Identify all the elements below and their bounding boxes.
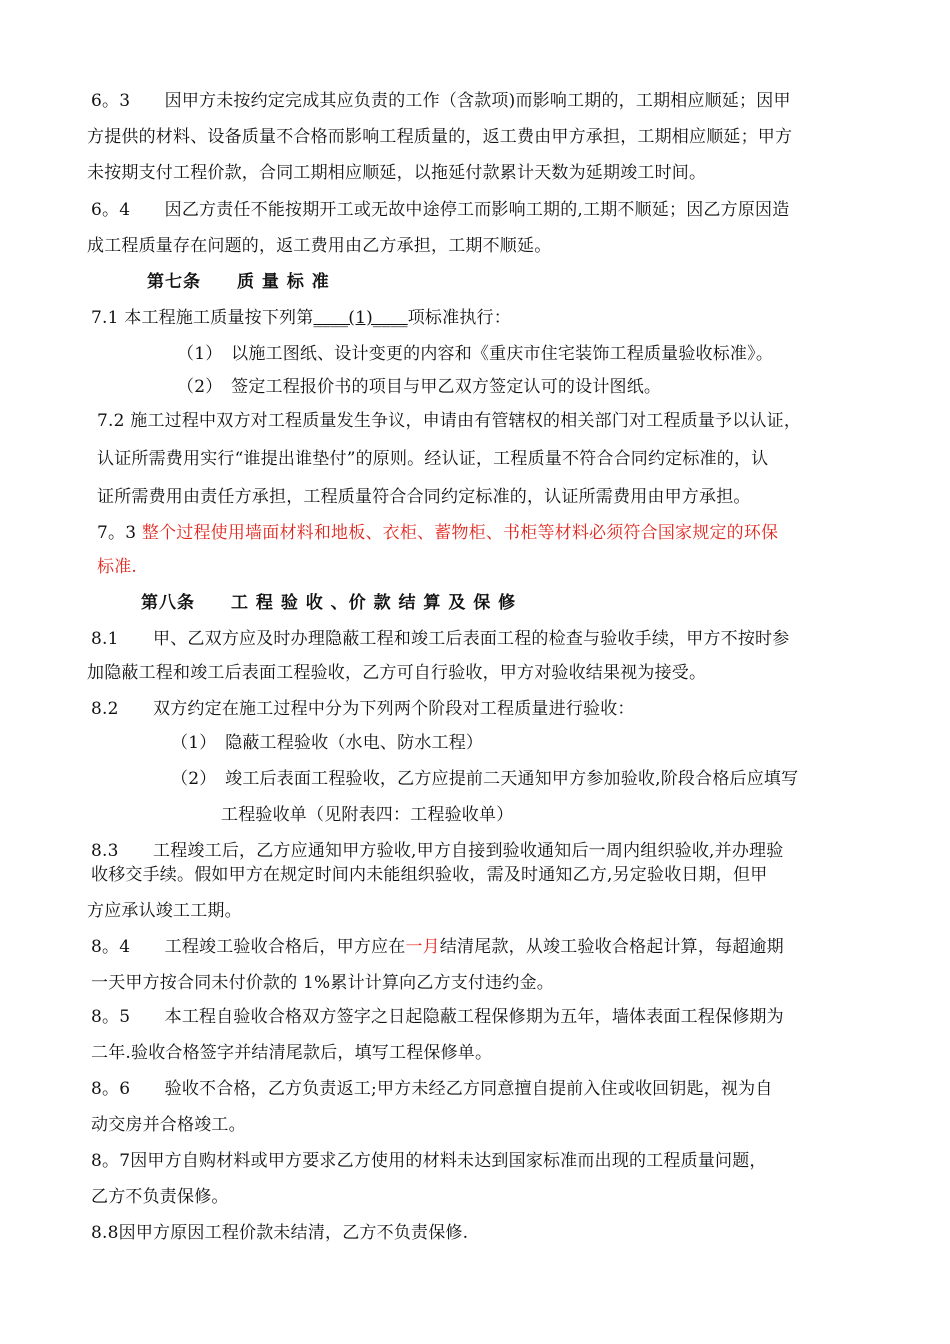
clause-8-2-option-1: （1） 隐蔽工程验收（水电、防水工程） (171, 733, 484, 753)
clause-8-3-line-3: 方应承认竣工工期。 (87, 901, 242, 921)
article-7-heading: 第七条 质 量 标 准 (147, 272, 330, 292)
clause-6-3-line-3: 未按期支付工程价款，合同工期相应顺延，以拖延付款累计天数为延期竣工时间。 (87, 163, 707, 183)
clause-8-4-line-2: 一天甲方按合同未付价款的 1%累计计算向乙方支付违约金。 (91, 973, 554, 993)
clause-6-3-line-1: 6。3 因甲方未按约定完成其应负责的工作（含款项)而影响工期的，工期相应顺延；因甲 (91, 91, 791, 111)
clause-7-1-blank: ____(1)____ (313, 308, 408, 328)
clause-8-7-line-2: 乙方不负责保修。 (91, 1187, 229, 1207)
clause-7-2-line-3: 证所需费用由责任方承担，工程质量符合合同约定标准的，认证所需费用由甲方承担。 (97, 487, 751, 507)
clause-7-3-line-2: 标准. (97, 557, 138, 577)
clause-7-1-suffix: 项标准执行： (407, 308, 511, 328)
clause-8-4-line-1 (91, 935, 784, 959)
clause-8-8-line-1: 8.8因甲方原因工程价款未结清，乙方不负责保修. (91, 1223, 469, 1243)
clause-7-1-prefix: 7.1 本工程施工质量按下列第 (91, 308, 314, 328)
clause-8-7-line-1: 8。7因甲方自购材料或甲方要求乙方使用的材料未达到国家标准而出现的工程质量问题， (91, 1151, 767, 1171)
clause-7-1-option-1: （1） 以施工图纸、设计变更的内容和《重庆市住宅装饰工程质量验收标准》。 (177, 344, 774, 364)
clause-8-3-line-1: 8.3 工程竣工后，乙方应通知甲方验收,甲方自接到验收通知后一周内组织验收,并办理验 (91, 841, 784, 861)
article-8-heading: 第八条 工 程 验 收 、价 款 结 算 及 保 修 (141, 593, 517, 613)
clause-7-1-line (91, 306, 511, 330)
clause-7-2-line-2: 认证所需费用实行“谁提出谁垫付”的原则。经认证，工程质量不符合合同约定标准的，认 (97, 449, 769, 469)
clause-6-4-line-2: 成工程质量存在问题的，返工费用由乙方承担，工期不顺延。 (87, 236, 552, 256)
clause-7-1-option-2: （2） 签定工程报价书的项目与甲乙双方签定认可的设计图纸。 (177, 377, 662, 397)
clause-6-3-line-2: 方提供的材料、设备质量不合格而影响工程质量的，返工费由甲方承担，工期相应顺延；甲方 (87, 127, 793, 147)
clause-7-3-text: 整个过程使用墙面材料和地板、衣柜、蓄物柜、书柜等材料必须符合国家规定的环保 (141, 523, 779, 543)
clause-7-3-line-1 (97, 521, 778, 545)
clause-8-6-line-1: 8。6 验收不合格，乙方负责返工;甲方未经乙方同意擅自提前入住或收回钥匙，视为自 (91, 1079, 773, 1099)
clause-8-6-line-2: 动交房并合格竣工。 (91, 1115, 246, 1135)
clause-8-1-line-1: 8.1 甲、乙双方应及时办理隐蔽工程和竣工后表面工程的检查与验收手续，甲方不按时参 (91, 629, 790, 649)
clause-8-2-option-2-continued: 工程验收单（见附表四：工程验收单） (221, 805, 514, 825)
clause-8-5-line-1: 8。5 本工程自验收合格双方签字之日起隐蔽工程保修期为五年，墙体表面工程保修期为 (91, 1007, 784, 1027)
clause-8-2-line-1: 8.2 双方约定在施工过程中分为下列两个阶段对工程质量进行验收： (91, 699, 635, 719)
clause-8-4-text-a: 8。4 工程竣工验收合格后，甲方应在 (91, 937, 406, 957)
clause-7-2-line-1: 7.2 施工过程中双方对工程质量发生争议，申请由有管辖权的相关部门对工程质量予以认证， (97, 411, 802, 431)
clause-7-3-number: 7。3 (97, 523, 142, 543)
clause-8-4-text-b: 结清尾款，从竣工验收合格起计算，每超逾期 (439, 937, 784, 957)
clause-6-4-line-1: 6。4 因乙方责任不能按期开工或无故中途停工而影响工期的,工期不顺延；因乙方原因造 (91, 200, 790, 220)
clause-8-2-option-2: （2） 竣工后表面工程验收，乙方应提前二天通知甲方参加验收,阶段合格后应填写 (171, 769, 799, 789)
clause-8-1-line-2: 加隐蔽工程和竣工后表面工程验收，乙方可自行验收，甲方对验收结果视为接受。 (87, 663, 707, 683)
clause-8-3-line-2: 收移交手续。假如甲方在规定时间内未能组织验收，需及时通知乙方,另定验收日期，但甲 (91, 865, 768, 885)
clause-8-4-highlight: 一月 (405, 937, 440, 957)
clause-8-5-line-2: 二年.验收合格签字并结清尾款后，填写工程保修单。 (91, 1043, 493, 1063)
